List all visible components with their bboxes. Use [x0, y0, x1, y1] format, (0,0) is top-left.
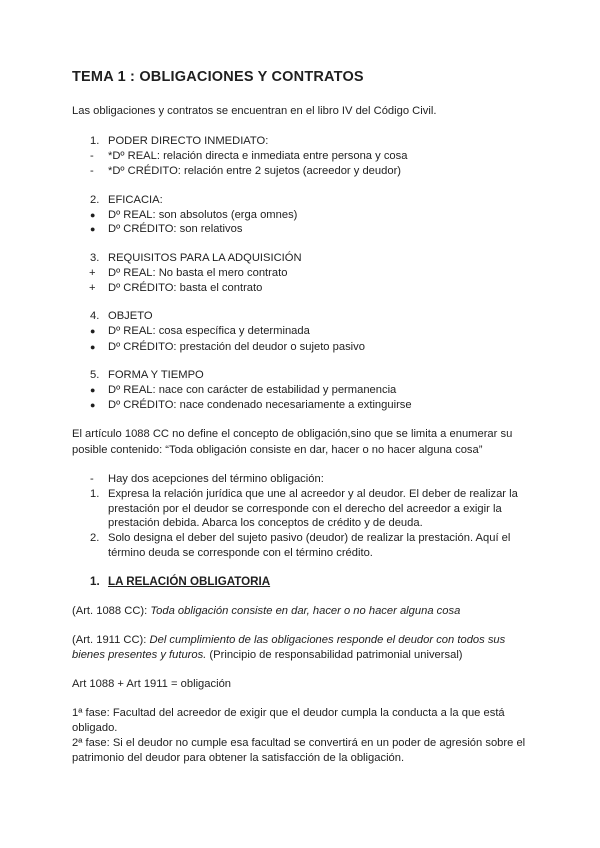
phase-2-line-1: 2ª fase: Si el deudor no cumple esa facultad se convertirá en un poder de agresión sobre el	[72, 737, 526, 749]
art-1088-line	[72, 604, 460, 618]
section-1-item-1: *Dº REAL: relación directa e inmediata entre persona y cosa	[108, 150, 408, 162]
art-1088-ref: (Art. 1088 CC):	[72, 605, 151, 617]
section-4-item-2: Dº CRÉDITO: prestación del deudor o sujeto pasivo	[108, 341, 365, 353]
section-1-number: 1.	[90, 135, 100, 147]
section-2-item-1: Dº REAL: son absolutos (erga omnes)	[108, 209, 298, 221]
acepcion-1-line-2: prestación por el deudor se corresponde con el derecho del acreedor a exigir la	[108, 503, 502, 515]
section-4-heading: OBJETO	[108, 310, 153, 322]
section-4-bullet-1: ●	[90, 326, 96, 336]
section-3-heading: REQUISITOS PARA LA ADQUISICIÓN	[108, 252, 302, 264]
acepciones-dash: -	[90, 473, 94, 485]
acepciones-lead: Hay dos acepciones del término obligación:	[108, 473, 324, 485]
section-4-bullet-2: ●	[90, 342, 96, 352]
acepcion-2-line-2: término deuda se corresponde con el término crédito.	[108, 547, 373, 559]
section-3-item-1: Dº REAL: No basta el mero contrato	[108, 267, 288, 279]
phase-1-line-2: obligado.	[72, 722, 118, 734]
section-3-item-2: Dº CRÉDITO: basta el contrato	[108, 282, 263, 294]
section-3-bullet-1: +	[89, 267, 96, 279]
section-heading-number: 1.	[90, 575, 100, 588]
acepcion-1-number: 1.	[90, 488, 100, 500]
section-2-heading: EFICACIA:	[108, 194, 163, 206]
section-3-bullet-2: +	[89, 282, 96, 294]
art-1911-line-2	[72, 648, 463, 662]
art-1911-ref: (Art. 1911 CC):	[72, 634, 150, 646]
phase-1-line-1: 1ª fase: Facultad del acreedor de exigir que el deudor cumpla la conducta a la que está	[72, 707, 505, 719]
section-5-number: 5.	[90, 369, 100, 381]
art-1911-note: (Principio de responsabilidad patrimonial universal)	[206, 649, 463, 661]
section-1-bullet-2: -	[90, 165, 94, 177]
article-paragraph-line-1: El artículo 1088 CC no define el concepto de obligación,sino que se limita a enumerar su	[72, 428, 513, 440]
section-4-number: 4.	[90, 310, 100, 322]
art-1911-text-1: Del cumplimiento de las obligaciones responde el deudor con todos sus	[149, 634, 506, 646]
acepcion-2-line-1: Solo designa el deber del sujeto pasivo (deudor) de realizar la prestación. Aquí el	[108, 532, 511, 544]
art-1911-text-2: bienes presentes y futuros.	[72, 649, 207, 661]
art-1911-line-1	[72, 633, 505, 647]
section-heading-text: LA RELACIÓN OBLIGATORIA	[108, 575, 271, 588]
section-5-item-2: Dº CRÉDITO: nace condenado necesariamente a extinguirse	[108, 399, 412, 411]
phase-2-line-2: patrimonio del deudor para obtener la satisfacción de la obligación.	[72, 752, 405, 764]
section-1-heading: PODER DIRECTO INMEDIATO:	[108, 135, 269, 147]
art-1088-text: Toda obligación consiste en dar, hacer o no hacer alguna cosa	[150, 605, 461, 617]
section-2-item-2: Dº CRÉDITO: son relativos	[108, 223, 243, 235]
acepcion-1-line-1: Expresa la relación jurídica que une al acreedor y al deudor. El deber de realizar la	[108, 488, 518, 500]
formula-line: Art 1088 + Art 1911 = obligación	[72, 678, 232, 690]
section-1-item-2: *Dº CRÉDITO: relación entre 2 sujetos (acreedor y deudor)	[108, 165, 402, 177]
section-3-number: 3.	[90, 252, 100, 264]
section-4-item-1: Dº REAL: cosa específica y determinada	[108, 325, 310, 337]
page-title: TEMA 1 : OBLIGACIONES Y CONTRATOS	[72, 69, 364, 85]
intro-paragraph: Las obligaciones y contratos se encuentran en el libro IV del Código Civil.	[72, 105, 437, 117]
section-1-bullet-1: -	[90, 150, 94, 162]
acepcion-2-number: 2.	[90, 532, 100, 544]
section-5-item-1: Dº REAL: nace con carácter de estabilidad y permanencia	[108, 384, 397, 396]
section-2-bullet-2: ●	[90, 224, 96, 234]
section-5-bullet-1: ●	[90, 385, 96, 395]
article-paragraph-line-2: posible contenido: “Toda obligación consiste en dar, hacer o no hacer alguna cosa”	[72, 444, 483, 456]
section-2-number: 2.	[90, 194, 100, 206]
section-5-bullet-2: ●	[90, 400, 96, 410]
section-2-bullet-1: ●	[90, 210, 96, 220]
section-5-heading: FORMA Y TIEMPO	[108, 369, 204, 381]
acepcion-1-line-3: prestación debida. Abarca los conceptos de crédito y de deuda.	[108, 517, 423, 529]
